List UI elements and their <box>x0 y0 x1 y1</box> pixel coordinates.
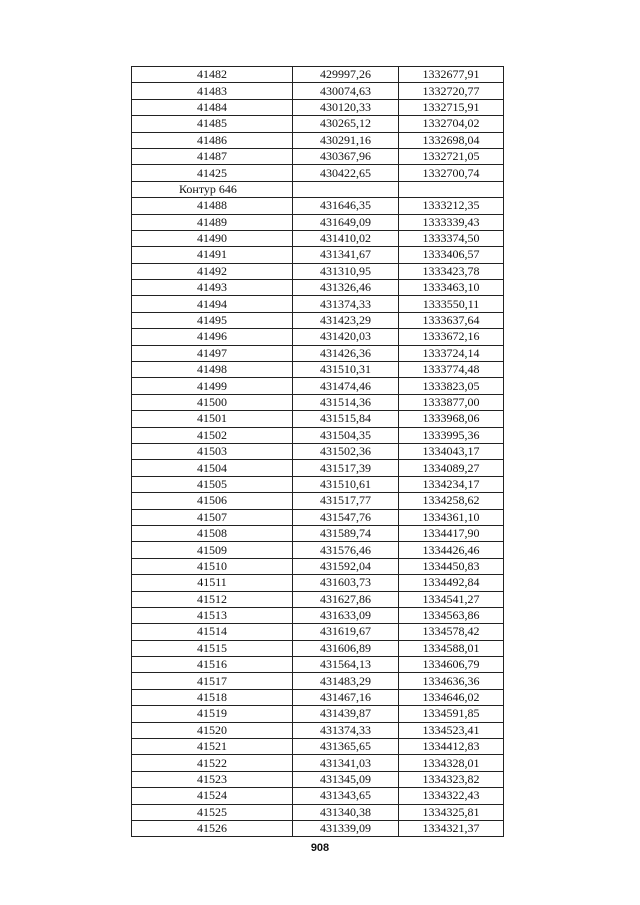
point-number-cell: 41489 <box>132 214 293 230</box>
x-coordinate-cell: 431310,95 <box>293 263 399 279</box>
y-coordinate-cell: 1332698,04 <box>399 132 504 148</box>
table-row <box>132 542 504 558</box>
point-number-cell: 41497 <box>132 345 293 361</box>
y-coordinate-cell: 1334417,90 <box>399 525 504 541</box>
table-row <box>132 739 504 755</box>
contour-label-row <box>132 181 504 197</box>
y-coordinate-cell: 1332700,74 <box>399 165 504 181</box>
table-row <box>132 443 504 459</box>
page-number: 908 <box>310 842 330 854</box>
table-row <box>132 312 504 328</box>
y-coordinate-cell: 1333374,50 <box>399 230 504 246</box>
table-row <box>132 198 504 214</box>
x-coordinate-cell: 430422,65 <box>293 165 399 181</box>
table-row <box>132 394 504 410</box>
point-number-cell: 41514 <box>132 624 293 640</box>
point-number-cell: 41516 <box>132 657 293 673</box>
y-coordinate-cell: 1332677,91 <box>399 67 504 83</box>
table-row <box>132 804 504 820</box>
empty-cell <box>293 181 399 197</box>
point-number-cell: 41491 <box>132 247 293 263</box>
point-number-cell: 41490 <box>132 230 293 246</box>
point-number-cell: 41506 <box>132 493 293 509</box>
x-coordinate-cell: 431633,09 <box>293 607 399 623</box>
x-coordinate-cell: 431547,76 <box>293 509 399 525</box>
point-number-cell: 41486 <box>132 132 293 148</box>
point-number-cell: 41523 <box>132 771 293 787</box>
table-row <box>132 116 504 132</box>
point-number-cell: 41512 <box>132 591 293 607</box>
table-row <box>132 263 504 279</box>
table-row <box>132 411 504 427</box>
x-coordinate-cell: 431374,33 <box>293 296 399 312</box>
y-coordinate-cell: 1333463,10 <box>399 280 504 296</box>
x-coordinate-cell: 430291,16 <box>293 132 399 148</box>
table-row <box>132 673 504 689</box>
y-coordinate-cell: 1333423,78 <box>399 263 504 279</box>
point-number-cell: 41493 <box>132 280 293 296</box>
x-coordinate-cell: 431517,77 <box>293 493 399 509</box>
x-coordinate-cell: 431517,39 <box>293 460 399 476</box>
point-number-cell: 41494 <box>132 296 293 312</box>
table-row <box>132 689 504 705</box>
x-coordinate-cell: 431515,84 <box>293 411 399 427</box>
y-coordinate-cell: 1334492,84 <box>399 575 504 591</box>
point-number-cell: 41485 <box>132 116 293 132</box>
table-row <box>132 820 504 836</box>
point-number-cell: 41492 <box>132 263 293 279</box>
y-coordinate-cell: 1334578,42 <box>399 624 504 640</box>
table-row <box>132 706 504 722</box>
point-number-cell: 41524 <box>132 788 293 804</box>
point-number-cell: 41495 <box>132 312 293 328</box>
y-coordinate-cell: 1333637,64 <box>399 312 504 328</box>
x-coordinate-cell: 429997,26 <box>293 67 399 83</box>
x-coordinate-cell: 430367,96 <box>293 148 399 164</box>
table-row <box>132 99 504 115</box>
x-coordinate-cell: 430120,33 <box>293 99 399 115</box>
y-coordinate-cell: 1334563,86 <box>399 607 504 623</box>
y-coordinate-cell: 1333339,43 <box>399 214 504 230</box>
table-row <box>132 329 504 345</box>
table-row <box>132 132 504 148</box>
table-row <box>132 427 504 443</box>
x-coordinate-cell: 431592,04 <box>293 558 399 574</box>
table-row <box>132 509 504 525</box>
table-row <box>132 247 504 263</box>
point-number-cell: 41499 <box>132 378 293 394</box>
x-coordinate-cell: 431339,09 <box>293 820 399 836</box>
y-coordinate-cell: 1334646,02 <box>399 689 504 705</box>
point-number-cell: 41520 <box>132 722 293 738</box>
x-coordinate-cell: 431576,46 <box>293 542 399 558</box>
x-coordinate-cell: 430074,63 <box>293 83 399 99</box>
table-row <box>132 640 504 656</box>
y-coordinate-cell: 1334322,43 <box>399 788 504 804</box>
y-coordinate-cell: 1333406,57 <box>399 247 504 263</box>
x-coordinate-cell: 431340,38 <box>293 804 399 820</box>
contour-label: Контур 646 <box>132 181 293 197</box>
table-row <box>132 755 504 771</box>
y-coordinate-cell: 1334323,82 <box>399 771 504 787</box>
table-row <box>132 165 504 181</box>
table-row <box>132 722 504 738</box>
point-number-cell: 41513 <box>132 607 293 623</box>
x-coordinate-cell: 431504,35 <box>293 427 399 443</box>
x-coordinate-cell: 431589,74 <box>293 525 399 541</box>
y-coordinate-cell: 1334541,27 <box>399 591 504 607</box>
y-coordinate-cell: 1333212,35 <box>399 198 504 214</box>
x-coordinate-cell: 431603,73 <box>293 575 399 591</box>
table-row <box>132 558 504 574</box>
table-row <box>132 657 504 673</box>
x-coordinate-cell: 431374,33 <box>293 722 399 738</box>
x-coordinate-cell: 430265,12 <box>293 116 399 132</box>
table-row <box>132 771 504 787</box>
point-number-cell: 41503 <box>132 443 293 459</box>
y-coordinate-cell: 1334321,37 <box>399 820 504 836</box>
y-coordinate-cell: 1334523,41 <box>399 722 504 738</box>
x-coordinate-cell: 431420,03 <box>293 329 399 345</box>
x-coordinate-cell: 431341,03 <box>293 755 399 771</box>
table-row <box>132 67 504 83</box>
x-coordinate-cell: 431649,09 <box>293 214 399 230</box>
x-coordinate-cell: 431474,46 <box>293 378 399 394</box>
y-coordinate-cell: 1332715,91 <box>399 99 504 115</box>
y-coordinate-cell: 1334328,01 <box>399 755 504 771</box>
x-coordinate-cell: 431514,36 <box>293 394 399 410</box>
y-coordinate-cell: 1333774,48 <box>399 362 504 378</box>
table-row <box>132 591 504 607</box>
point-number-cell: 41504 <box>132 460 293 476</box>
point-number-cell: 41515 <box>132 640 293 656</box>
y-coordinate-cell: 1333724,14 <box>399 345 504 361</box>
table-row <box>132 493 504 509</box>
table-row <box>132 296 504 312</box>
x-coordinate-cell: 431426,36 <box>293 345 399 361</box>
point-number-cell: 41508 <box>132 525 293 541</box>
y-coordinate-cell: 1334588,01 <box>399 640 504 656</box>
point-number-cell: 41505 <box>132 476 293 492</box>
x-coordinate-cell: 431627,86 <box>293 591 399 607</box>
table-row <box>132 230 504 246</box>
y-coordinate-cell: 1334636,36 <box>399 673 504 689</box>
y-coordinate-cell: 1334234,17 <box>399 476 504 492</box>
point-number-cell: 41500 <box>132 394 293 410</box>
point-number-cell: 41521 <box>132 739 293 755</box>
point-number-cell: 41501 <box>132 411 293 427</box>
point-number-cell: 41487 <box>132 148 293 164</box>
y-coordinate-cell: 1334450,83 <box>399 558 504 574</box>
table-row <box>132 624 504 640</box>
coordinates-table <box>131 66 504 837</box>
x-coordinate-cell: 431365,65 <box>293 739 399 755</box>
point-number-cell: 41510 <box>132 558 293 574</box>
x-coordinate-cell: 431467,16 <box>293 689 399 705</box>
table-row <box>132 214 504 230</box>
point-number-cell: 41496 <box>132 329 293 345</box>
x-coordinate-cell: 431423,29 <box>293 312 399 328</box>
y-coordinate-cell: 1334258,62 <box>399 493 504 509</box>
y-coordinate-cell: 1334361,10 <box>399 509 504 525</box>
table-row <box>132 148 504 164</box>
point-number-cell: 41507 <box>132 509 293 525</box>
x-coordinate-cell: 431410,02 <box>293 230 399 246</box>
y-coordinate-cell: 1334591,85 <box>399 706 504 722</box>
point-number-cell: 41518 <box>132 689 293 705</box>
coordinates-table-body <box>132 67 504 837</box>
x-coordinate-cell: 431326,46 <box>293 280 399 296</box>
y-coordinate-cell: 1332704,02 <box>399 116 504 132</box>
point-number-cell: 41525 <box>132 804 293 820</box>
x-coordinate-cell: 431510,61 <box>293 476 399 492</box>
point-number-cell: 41498 <box>132 362 293 378</box>
table-row <box>132 280 504 296</box>
point-number-cell: 41502 <box>132 427 293 443</box>
y-coordinate-cell: 1332721,05 <box>399 148 504 164</box>
x-coordinate-cell: 431439,87 <box>293 706 399 722</box>
y-coordinate-cell: 1334412,83 <box>399 739 504 755</box>
table-row <box>132 607 504 623</box>
x-coordinate-cell: 431341,67 <box>293 247 399 263</box>
y-coordinate-cell: 1334325,81 <box>399 804 504 820</box>
x-coordinate-cell: 431345,09 <box>293 771 399 787</box>
y-coordinate-cell: 1333672,16 <box>399 329 504 345</box>
point-number-cell: 41484 <box>132 99 293 115</box>
x-coordinate-cell: 431646,35 <box>293 198 399 214</box>
point-number-cell: 41517 <box>132 673 293 689</box>
point-number-cell: 41425 <box>132 165 293 181</box>
table-row <box>132 575 504 591</box>
table-row <box>132 525 504 541</box>
x-coordinate-cell: 431606,89 <box>293 640 399 656</box>
empty-cell <box>399 181 504 197</box>
y-coordinate-cell: 1333550,11 <box>399 296 504 312</box>
y-coordinate-cell: 1334089,27 <box>399 460 504 476</box>
point-number-cell: 41509 <box>132 542 293 558</box>
table-row <box>132 788 504 804</box>
point-number-cell: 41519 <box>132 706 293 722</box>
y-coordinate-cell: 1333877,00 <box>399 394 504 410</box>
x-coordinate-cell: 431502,36 <box>293 443 399 459</box>
point-number-cell: 41488 <box>132 198 293 214</box>
point-number-cell: 41483 <box>132 83 293 99</box>
y-coordinate-cell: 1332720,77 <box>399 83 504 99</box>
y-coordinate-cell: 1333995,36 <box>399 427 504 443</box>
table-row <box>132 83 504 99</box>
y-coordinate-cell: 1333968,06 <box>399 411 504 427</box>
point-number-cell: 41522 <box>132 755 293 771</box>
table-row <box>132 362 504 378</box>
table-row <box>132 476 504 492</box>
y-coordinate-cell: 1334043,17 <box>399 443 504 459</box>
x-coordinate-cell: 431483,29 <box>293 673 399 689</box>
x-coordinate-cell: 431510,31 <box>293 362 399 378</box>
table-row <box>132 345 504 361</box>
point-number-cell: 41482 <box>132 67 293 83</box>
y-coordinate-cell: 1334606,79 <box>399 657 504 673</box>
y-coordinate-cell: 1334426,46 <box>399 542 504 558</box>
y-coordinate-cell: 1333823,05 <box>399 378 504 394</box>
point-number-cell: 41526 <box>132 820 293 836</box>
x-coordinate-cell: 431564,13 <box>293 657 399 673</box>
point-number-cell: 41511 <box>132 575 293 591</box>
x-coordinate-cell: 431343,65 <box>293 788 399 804</box>
table-row <box>132 460 504 476</box>
x-coordinate-cell: 431619,67 <box>293 624 399 640</box>
table-row <box>132 378 504 394</box>
